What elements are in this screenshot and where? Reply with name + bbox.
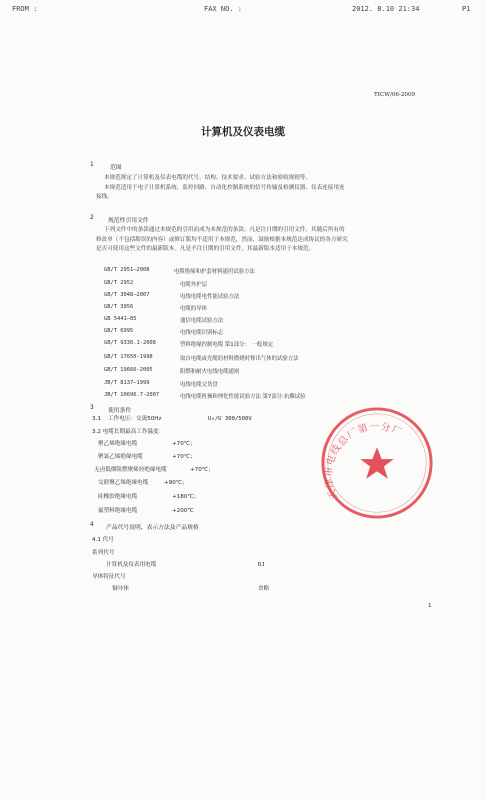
standard-code: GB/T 2951—2008	[104, 267, 150, 273]
section-1-line: 本规范适用于电子计算机系统、监控回路、自动化控制系统的信号传输及检测仪器、仪表连接用连	[104, 184, 345, 191]
temp-material: 聚氯乙烯绝缘电缆	[98, 454, 143, 460]
temp-value: +70℃；	[190, 467, 214, 473]
standard-name: 塑料绝缘控制电缆 第1部分： 一般规定	[180, 342, 274, 348]
section-4-1-heading: 4.1 代号	[92, 537, 114, 543]
section-2-line: 下列文件中的条款通过本规范的引用而成为本规范的条款。凡是注日期的引用文件，其随后所有的	[104, 227, 345, 233]
fax-from: FROM :	[12, 5, 38, 13]
svg-text:天津市电线总厂第一分厂: 天津市电线总厂第一分厂	[323, 421, 405, 501]
standard-name: 电缆的导体	[180, 306, 207, 312]
temp-material: 交联聚乙烯绝缘电缆	[98, 480, 149, 486]
standard-code: GB/T 9330.1-2008	[104, 340, 156, 346]
rated-voltage: U₀/U 300/500V	[208, 416, 252, 422]
series-item: 计算机及仪表用电缆	[106, 562, 157, 568]
conductor-item: 铜导体	[112, 586, 129, 592]
section-1-heading: 范围	[110, 165, 122, 171]
page-number: 1	[428, 603, 432, 609]
section-4-heading: 产品代号说明、表示方法及产品规格	[106, 525, 199, 531]
company-seal	[318, 404, 436, 522]
section-2-number: 2	[90, 215, 94, 221]
standard-name: 电缆绝缘和护套材料通用试验方法	[174, 269, 255, 275]
section-3-heading: 使用条件	[108, 408, 132, 414]
standard-code: GB/T 2952	[104, 280, 134, 286]
seal-star-icon	[360, 447, 393, 478]
temp-value: +90℃；	[164, 480, 188, 486]
section-2-body	[96, 226, 436, 255]
standard-name: 电线电缆电性能试验方法	[180, 294, 240, 300]
standard-code: JB/T 10696.7-2007	[104, 392, 160, 398]
document-title: 计算机及仪表电缆	[201, 126, 285, 138]
section-2-heading: 规范性引用文件	[108, 218, 149, 224]
document-code: TICW/06-2009	[374, 92, 416, 98]
section-1-line: 本规范规定了计算机及仪表电缆的代号、结构、技术要求、试验方法和验收规则等。	[104, 175, 311, 181]
temp-material: 无卤低烟阻燃聚烯烃绝缘电缆	[94, 467, 167, 473]
section-3-1-text: 工作电压：交流50Hz	[108, 416, 162, 422]
temp-material: 硅橡胶绝缘电缆	[98, 494, 138, 500]
standard-code: GB/T 6995	[104, 328, 134, 334]
temp-value: +180℃；	[172, 494, 200, 500]
section-3-1-label: 3.1	[92, 416, 101, 422]
standard-name: 电线电缆机械和理化性能试验方法 第7部分:抗撕试验	[180, 394, 306, 400]
standard-code: GB/T 17650-1998	[104, 354, 153, 360]
section-3-number: 3	[90, 405, 94, 411]
section-2-line: 修改单（不包括勘误的内容）或修订版均不适用于本规范，然而，鼓励根据本规范达成协议的各方研究	[96, 236, 348, 243]
standard-name: 阻燃和耐火电线电缆通则	[180, 369, 240, 375]
standard-name: 通信电缆试验方法	[180, 318, 224, 324]
standard-code: JB/T 8137—1999	[104, 380, 150, 386]
temp-value: +70℃；	[172, 441, 196, 447]
standard-name: 电线电缆交货盘	[180, 382, 218, 388]
standard-code: GB/T 3956	[104, 304, 134, 310]
section-3-2-heading: 3.2 电缆长期最高工作温度：	[92, 429, 165, 435]
conductor-code: 省略	[258, 586, 270, 592]
standard-code: GB/T 19666-2005	[104, 367, 153, 373]
fax-page: P1	[462, 5, 471, 13]
section-4-number: 4	[90, 522, 94, 528]
standard-code: GB 5441—85	[104, 316, 137, 322]
standard-name: 取自电缆或光缆的材料燃烧时释出气体的试验方法	[180, 356, 299, 362]
section-1-line: 接线。	[96, 194, 113, 200]
section-2-line: 是否可使用这些文件的最新版本。凡是不注日期的引用文件，其最新版本适用于本规范。	[96, 246, 315, 252]
temp-value: +70℃；	[172, 454, 196, 460]
standard-name: 电缆外护层	[180, 282, 207, 288]
standard-name: 电线电缆识别标志	[180, 330, 224, 336]
temp-value: +200℃	[172, 508, 194, 514]
series-code-label: 系列代号	[92, 550, 115, 556]
fax-number: FAX NO. :	[204, 5, 242, 13]
section-1-body	[96, 174, 436, 203]
series-code: DJ	[258, 562, 265, 568]
temp-material: 氟塑料绝缘电缆	[98, 508, 138, 514]
fax-datetime: 2012. 8.10 21:34	[352, 5, 420, 13]
section-1-number: 1	[90, 162, 94, 168]
standard-code: GB/T 3048—2007	[104, 292, 150, 298]
temp-material: 聚乙烯绝缘电缆	[98, 441, 138, 447]
conductor-code-label: 导体特征代号	[92, 574, 126, 580]
